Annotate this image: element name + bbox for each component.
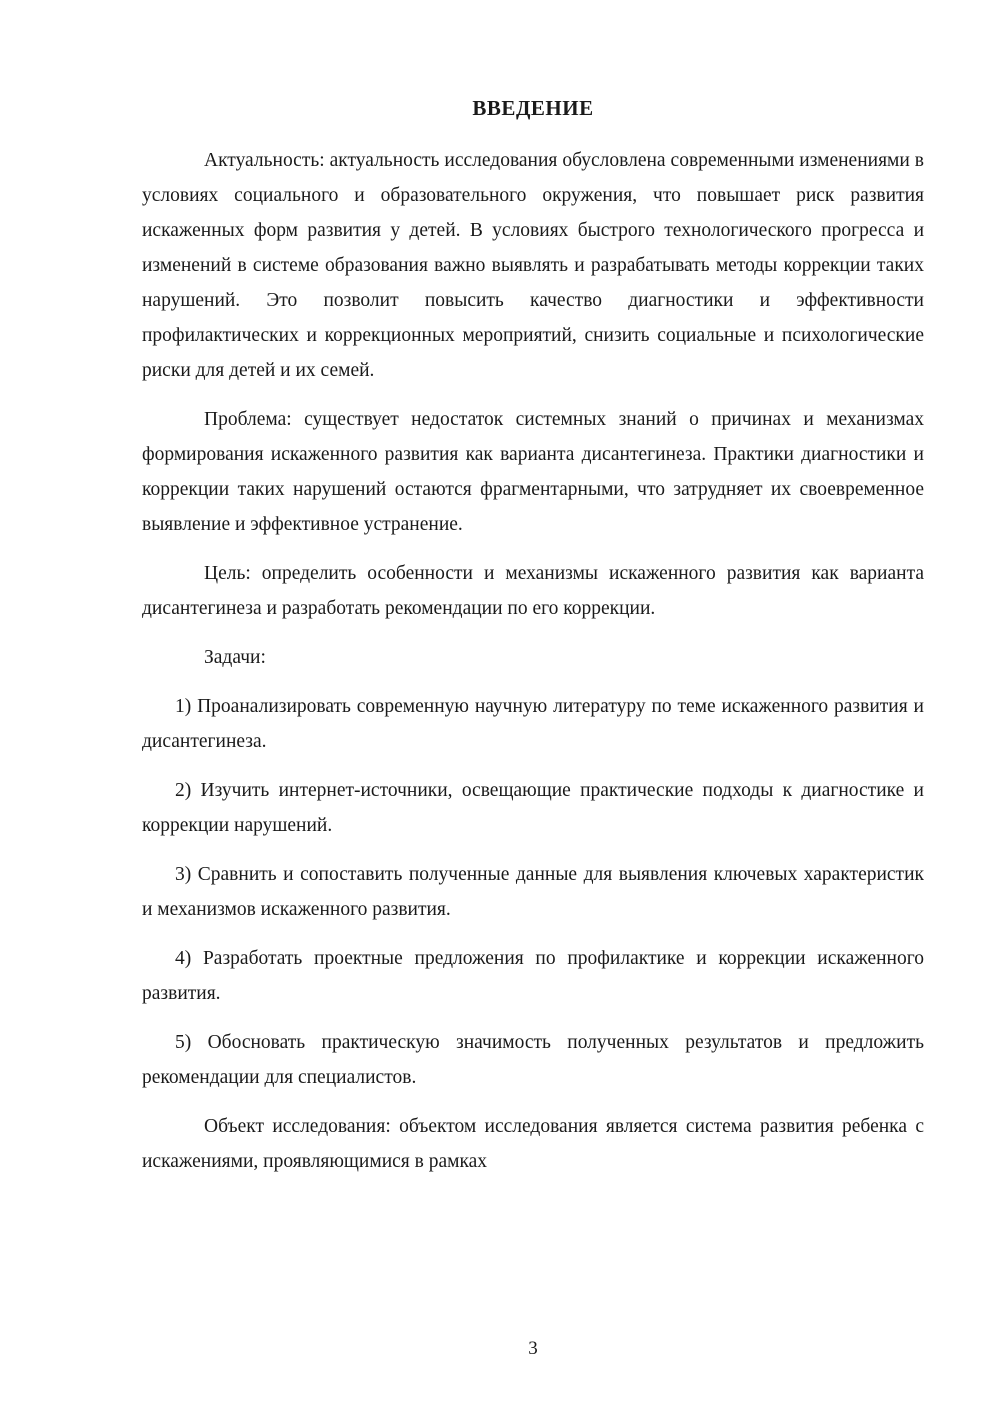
paragraph-object-of-study: Объект исследования: объектом исследования является система развития ребенка с искажениями, проявляющимися в рамках bbox=[142, 1116, 924, 1172]
task-list-item-4: 4) Разработать проектные предложения по профилактике и коррекции искаженного развития. bbox=[142, 948, 924, 1004]
document-title: ВВЕДЕНИЕ bbox=[472, 96, 594, 120]
paragraph-tasks-heading: Задачи: bbox=[204, 647, 266, 668]
paragraph-problem: Проблема: существует недостаток системных знаний о причинах и механизмах формирования искаженного развития как варианта дисантегинеза. Практики диагностики и коррекции таких нарушений остаются фрагментарными, что затрудняет их своевременное выявление и эффективное устранение. bbox=[142, 409, 924, 535]
task-list-item-5: 5) Обосновать практическую значимость полученных результатов и предложить рекомендации для специалистов. bbox=[142, 1032, 924, 1088]
task-list-item-1: 1) Проанализировать современную научную литературу по теме искаженного развития и дисантегинеза. bbox=[142, 696, 924, 752]
page-number: 3 bbox=[528, 1338, 538, 1359]
paragraph-goal: Цель: определить особенности и механизмы искаженного развития как варианта дисантегинеза и разработать рекомендации по его коррекции. bbox=[142, 563, 924, 619]
task-list-item-2: 2) Изучить интернет-источники, освещающие практические подходы к диагностике и коррекции нарушений. bbox=[142, 780, 924, 836]
paragraph-relevance: Актуальность: актуальность исследования обусловлена современными изменениями в условиях социального и образовательного окружения, что повышает риск развития искаженных форм развития у детей. В условиях быстрого технологического прогресса и изменений в системе образования важно выявлять и разрабатывать методы коррекции таких нарушений. Это позволит повысить качество диагностики и эффективности профилактических и коррекционных мероприятий, снизить социальные и психологические риски для детей и их семей. bbox=[142, 150, 924, 381]
task-list-item-3: 3) Сравнить и сопоставить полученные данные для выявления ключевых характеристик и механизмов искаженного развития. bbox=[142, 864, 924, 920]
